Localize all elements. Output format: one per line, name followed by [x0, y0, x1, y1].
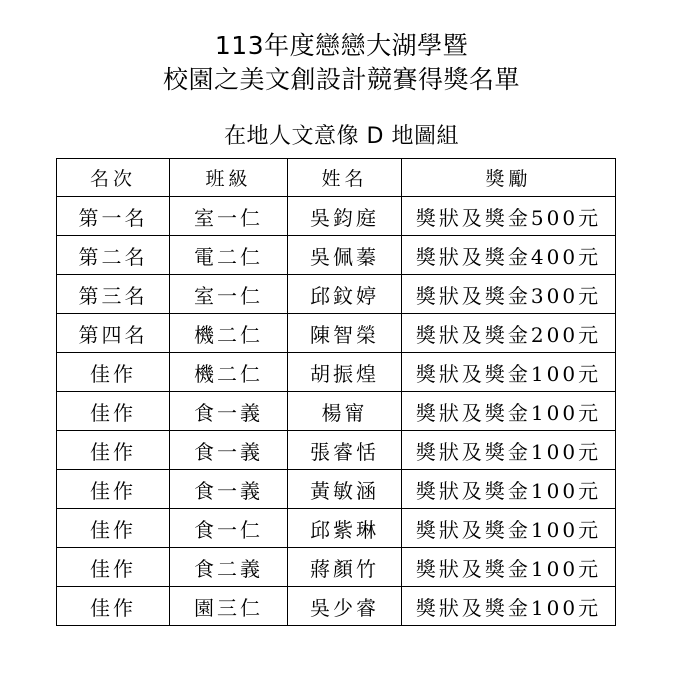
cell-rank: 第一名 [57, 197, 170, 236]
cell-name: 吳鈞庭 [288, 197, 402, 236]
cell-award: 獎狀及獎金200元 [402, 314, 616, 353]
header-class: 班級 [170, 159, 288, 197]
cell-award: 獎狀及獎金100元 [402, 548, 616, 587]
cell-name: 吳佩蓁 [288, 236, 402, 275]
document-subtitle: 在地人文意像 D 地圖組 [224, 124, 459, 149]
cell-class: 機二仁 [170, 314, 288, 353]
cell-rank: 佳作 [57, 470, 170, 509]
cell-class: 室一仁 [170, 197, 288, 236]
cell-rank: 佳作 [57, 509, 170, 548]
cell-rank: 第三名 [57, 275, 170, 314]
cell-class: 室一仁 [170, 275, 288, 314]
table-header-row [57, 159, 616, 197]
cell-class: 食一義 [170, 470, 288, 509]
cell-name: 邱紫琳 [288, 509, 402, 548]
cell-rank: 佳作 [57, 392, 170, 431]
cell-name: 胡振煌 [288, 353, 402, 392]
table-row [57, 509, 616, 548]
cell-class: 食一義 [170, 392, 288, 431]
cell-class: 食二義 [170, 548, 288, 587]
cell-award: 獎狀及獎金400元 [402, 236, 616, 275]
table-row [57, 431, 616, 470]
cell-class: 電二仁 [170, 236, 288, 275]
cell-award: 獎狀及獎金100元 [402, 353, 616, 392]
cell-class: 機二仁 [170, 353, 288, 392]
table-row [57, 548, 616, 587]
cell-rank: 佳作 [57, 431, 170, 470]
cell-award: 獎狀及獎金100元 [402, 587, 616, 626]
awards-table [56, 158, 616, 626]
cell-rank: 佳作 [57, 587, 170, 626]
header-rank: 名次 [57, 159, 170, 197]
cell-class: 食一義 [170, 431, 288, 470]
cell-name: 楊甯 [288, 392, 402, 431]
table-row [57, 392, 616, 431]
table-row [57, 197, 616, 236]
cell-award: 獎狀及獎金100元 [402, 470, 616, 509]
table-row [57, 275, 616, 314]
cell-award: 獎狀及獎金300元 [402, 275, 616, 314]
cell-rank: 第二名 [57, 236, 170, 275]
header-name: 姓名 [288, 159, 402, 197]
cell-rank: 第四名 [57, 314, 170, 353]
cell-name: 陳智榮 [288, 314, 402, 353]
header-award: 獎勵 [402, 159, 616, 197]
cell-award: 獎狀及獎金100元 [402, 509, 616, 548]
cell-name: 蔣顏竹 [288, 548, 402, 587]
cell-rank: 佳作 [57, 353, 170, 392]
table-row [57, 236, 616, 275]
cell-class: 食一仁 [170, 509, 288, 548]
table-row [57, 314, 616, 353]
cell-name: 黃敏涵 [288, 470, 402, 509]
table-row [57, 470, 616, 509]
cell-name: 吳少睿 [288, 587, 402, 626]
cell-award: 獎狀及獎金500元 [402, 197, 616, 236]
cell-award: 獎狀及獎金100元 [402, 392, 616, 431]
table-row [57, 587, 616, 626]
table-row [57, 353, 616, 392]
cell-rank: 佳作 [57, 548, 170, 587]
cell-name: 邱鈫婷 [288, 275, 402, 314]
cell-class: 園三仁 [170, 587, 288, 626]
document-title-line-2: 校園之美文創設計競賽得獎名單 [162, 65, 520, 94]
cell-award: 獎狀及獎金100元 [402, 431, 616, 470]
document-title-line-1: 113年度戀戀大湖學暨 [214, 31, 469, 60]
cell-name: 張睿恬 [288, 431, 402, 470]
